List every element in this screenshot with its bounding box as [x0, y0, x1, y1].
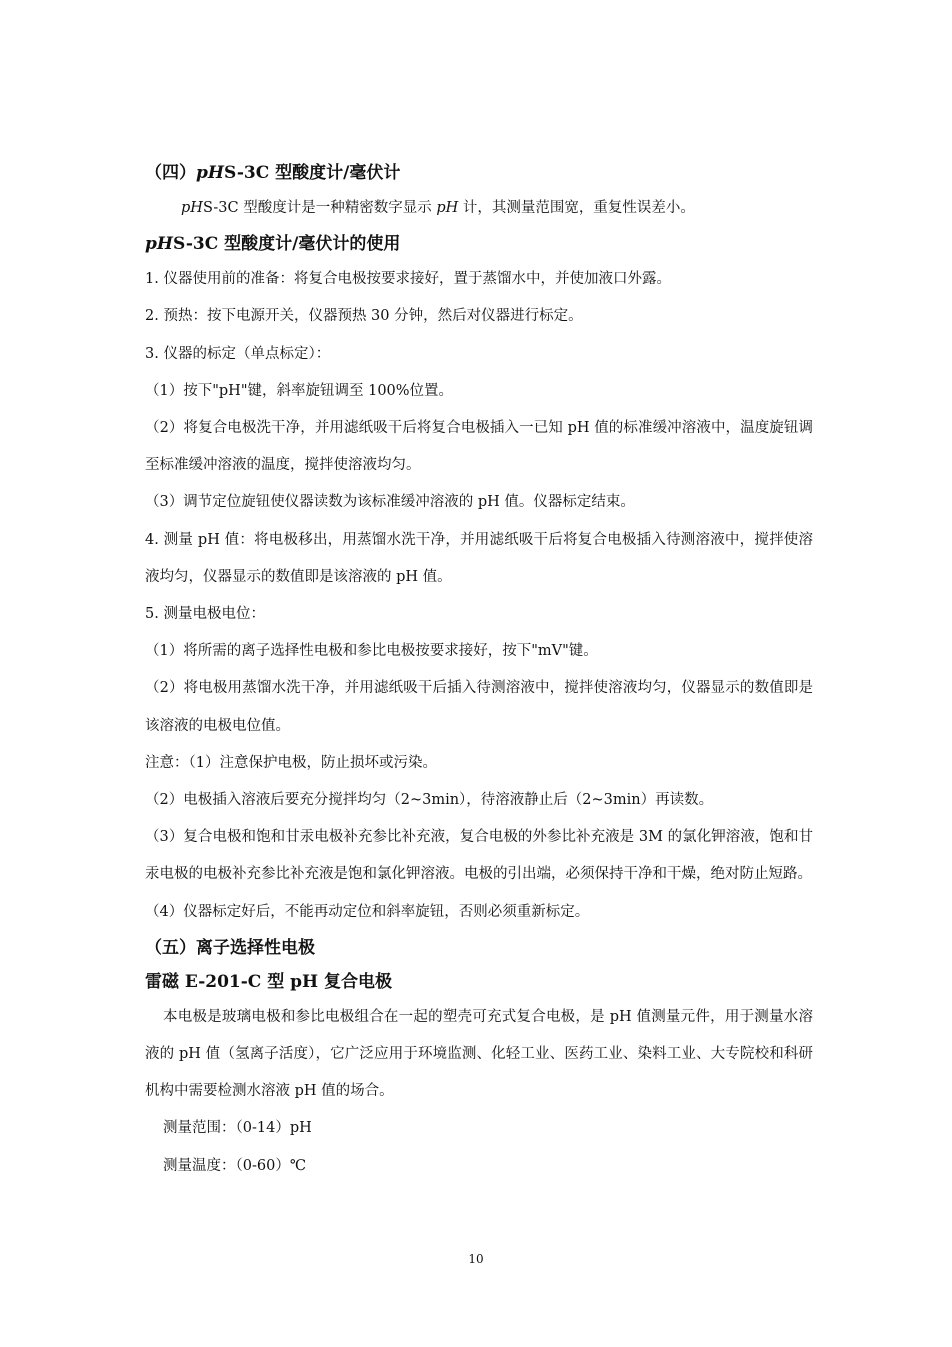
heading-ph: pH [196, 163, 224, 183]
note-2: （2）电极插入溶液后要充分搅拌均匀（2~3min），待溶液静止后（2~3min）再读数。 [145, 792, 714, 809]
intro-ph-1: pH [181, 200, 203, 216]
step-4: 4. 测量 pH 值：将电极移出，用蒸馏水洗干净，并用滤纸吸干后将复合电极插入待测溶液中，搅拌使溶液均匀，仪器显示的数值即是该溶液的 pH 值。 [145, 531, 813, 585]
measurement-temperature: 测量温度：（0-60）℃ [163, 1157, 307, 1174]
measurement-range: 测量范围：（0-14）pH [163, 1120, 312, 1137]
intro-paragraph [145, 190, 813, 227]
step-5-1: （1）将所需的离子选择性电极和参比电极按要求接好，按下"mV"键。 [145, 643, 598, 660]
step-3: 3. 仪器的标定（单点标定）： [145, 345, 331, 362]
intro-ph-2: pH [436, 200, 459, 216]
usage-heading-title: S-3C 型酸度计/毫伏计的使用 [172, 234, 401, 255]
section-heading-ion-electrode: （五）离子选择性电极 [145, 937, 315, 958]
note-3: （3）复合电极和饱和甘汞电极补充参比补充液，复合电极的外参比补充液是 3M 的氯化钾溶液，饱和甘汞电极的电极补充参比补充液是饱和氯化钾溶液。电极的引出端，必须保持干净和干燥，绝对防止短路。 [145, 829, 813, 883]
step-3-3: （3）调节定位旋钮使仪器读数为该标准缓冲溶液的 pH 值。仪器标定结束。 [145, 494, 635, 511]
page-content [145, 156, 813, 1185]
intro-text-a: S-3C 型酸度计是一种精密数字显示 [202, 200, 437, 216]
heading-title: S-3C 型酸度计/毫伏计 [223, 163, 401, 183]
electrode-description [145, 999, 813, 1111]
step-5: 5. 测量电极电位： [145, 606, 265, 623]
intro-text-b: 计，其测量范围宽，重复性误差小。 [458, 200, 695, 216]
step-3-1: （1）按下"pH"键，斜率旋钮调至 100%位置。 [145, 382, 454, 399]
page-number: 10 [468, 1252, 484, 1266]
step-5-2: （2）将电极用蒸馏水洗干净，并用滤纸吸干后插入待测溶液中，搅拌使溶液均匀，仪器显示的数值即是该溶液的电极电位值。 [145, 680, 813, 734]
usage-heading [145, 227, 813, 261]
step-1: 1. 仪器使用前的准备：将复合电极按要求接好，置于蒸馏水中，并使加液口外露。 [145, 271, 671, 288]
step-2: 2. 预热：按下电源开关，仪器预热 30 分钟，然后对仪器进行标定。 [145, 308, 583, 325]
step-3-2: （2）将复合电极洗干净，并用滤纸吸干后将复合电极插入一已知 pH 值的标准缓冲溶液中，温度旋钮调至标准缓冲溶液的温度，搅拌使溶液均匀。 [145, 420, 813, 474]
section-heading-phs3c [145, 156, 813, 190]
note-1: 注意：（1）注意保护电极，防止损坏或污染。 [145, 754, 437, 771]
note-4: （4）仪器标定好后，不能再动定位和斜率旋钮，否则必须重新标定。 [145, 903, 590, 920]
electrode-model-heading: 雷磁 E-201-C 型 pH 复合电极 [145, 971, 393, 992]
heading-prefix: （四） [145, 163, 196, 183]
usage-heading-ph: pH [145, 234, 173, 255]
electrode-description-text: 本电极是玻璃电极和参比电极组合在一起的塑壳可充式复合电极，是 pH 值测量元件，用于测量水溶液的 pH 值（氢离子活度），它广泛应用于环境监测、化轻工业、医药工业、染料工业、大专院校和科研机构中需要检测水溶液 pH 值的场合。 [145, 1008, 813, 1100]
